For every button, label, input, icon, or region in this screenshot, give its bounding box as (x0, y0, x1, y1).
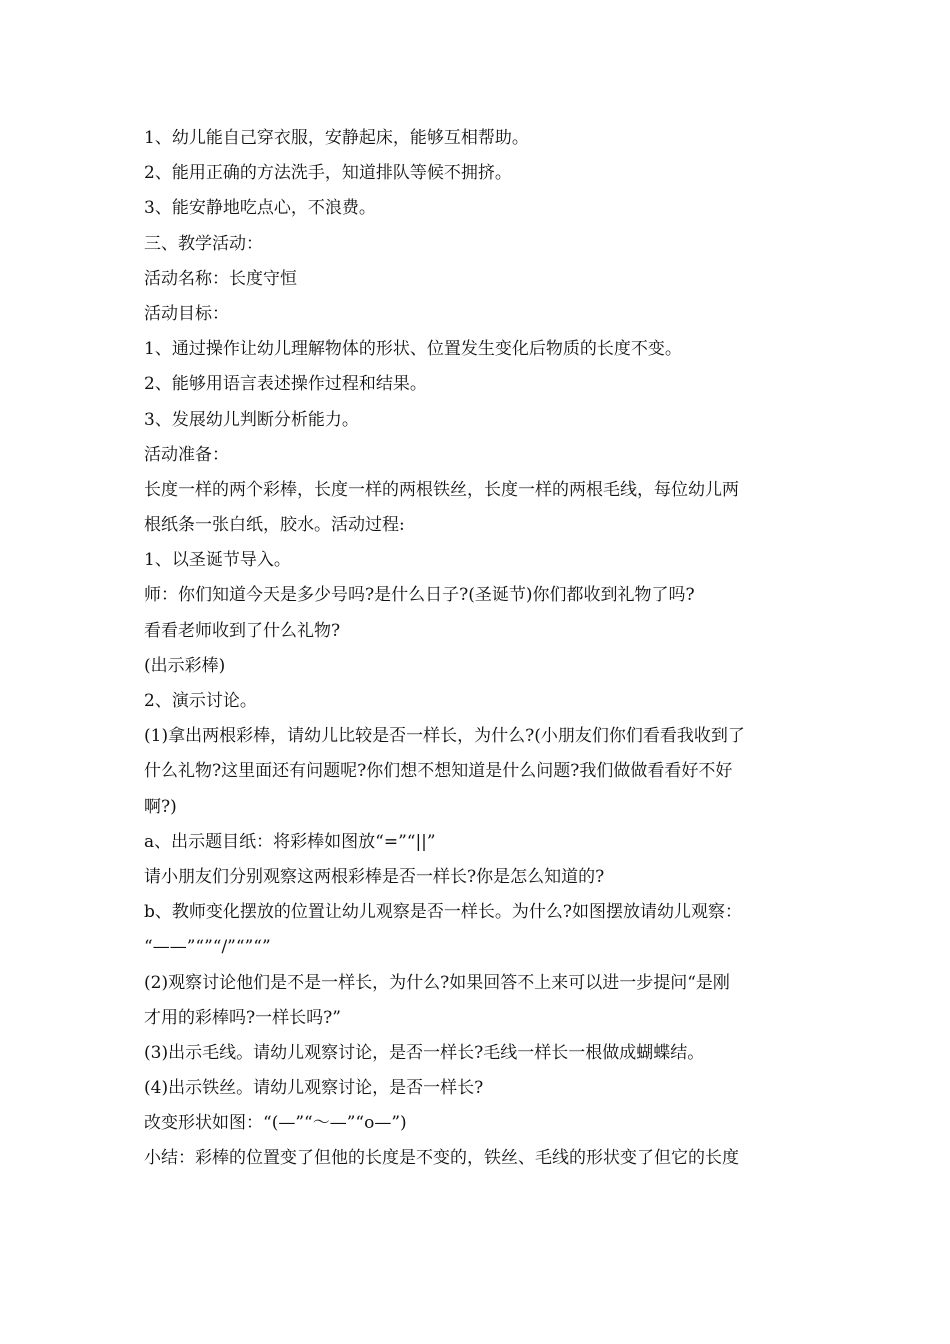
text-line: “——”“”“/”“”“” (144, 937, 271, 958)
text-line: (1)拿出两根彩棒，请幼儿比较是否一样长，为什么?(小朋友们你们看看我收到了 (144, 726, 745, 747)
text-line: 1、通过操作让幼儿理解物体的形状、位置发生变化后物质的长度不变。 (144, 339, 682, 360)
text-line: 看看老师收到了什么礼物? (144, 620, 341, 641)
text-line: 改变形状如图：“(—”“～—”“o—”) (144, 1113, 407, 1134)
text-line: 2、能用正确的方法洗手，知道排队等候不拥挤。 (144, 163, 512, 184)
text-line: 3、能安静地吃点心，不浪费。 (144, 198, 376, 219)
text-line: 才用的彩棒吗?一样长吗?” (144, 1007, 341, 1028)
text-line: a、出示题目纸：将彩棒如图放“=”“||” (144, 831, 436, 852)
text-line: 啊?) (144, 796, 177, 817)
text-line: (2)观察讨论他们是不是一样长，为什么?如果回答不上来可以进一步提问“是刚 (144, 972, 730, 993)
text-line: 师：你们知道今天是多少号吗?是什么日子?(圣诞节)你们都收到礼物了吗? (144, 585, 695, 606)
activity-prep-heading: 活动准备： (144, 444, 229, 465)
section-heading: 三、教学活动： (144, 233, 263, 254)
text-line: (3)出示毛线。请幼儿观察讨论，是否一样长?毛线一样长一根做成蝴蝶结。 (144, 1042, 705, 1063)
text-line: 请小朋友们分别观察这两根彩棒是否一样长?你是怎么知道的? (144, 866, 605, 887)
document-body (144, 121, 824, 1177)
text-line: 2、能够用语言表述操作过程和结果。 (144, 374, 427, 395)
activity-name: 活动名称：长度守恒 (144, 268, 297, 289)
text-line: 长度一样的两个彩棒，长度一样的两根铁丝，长度一样的两根毛线，每位幼儿两 (144, 479, 739, 500)
text-line: 1、幼儿能自己穿衣服，安静起床，能够互相帮助。 (144, 128, 529, 148)
activity-goals-heading: 活动目标： (144, 303, 229, 324)
text-line: 1、以圣诞节导入。 (144, 550, 291, 571)
text-line: 小结：彩棒的位置变了但他的长度是不变的，铁丝、毛线的形状变了但它的长度 (144, 1148, 739, 1169)
text-line: 根纸条一张白纸，胶水。活动过程: (144, 515, 405, 536)
text-line: 什么礼物?这里面还有问题呢?你们想不想知道是什么问题?我们做做看看好不好 (144, 761, 733, 782)
text-line: (4)出示铁丝。请幼儿观察讨论，是否一样长? (144, 1078, 484, 1099)
text-line: (出示彩棒) (144, 655, 226, 676)
text-line: b、教师变化摆放的位置让幼儿观察是否一样长。为什么?如图摆放请幼儿观察： (144, 902, 742, 923)
text-line: 2、演示讨论。 (144, 691, 257, 711)
text-line: 3、发展幼儿判断分析能力。 (144, 409, 359, 430)
